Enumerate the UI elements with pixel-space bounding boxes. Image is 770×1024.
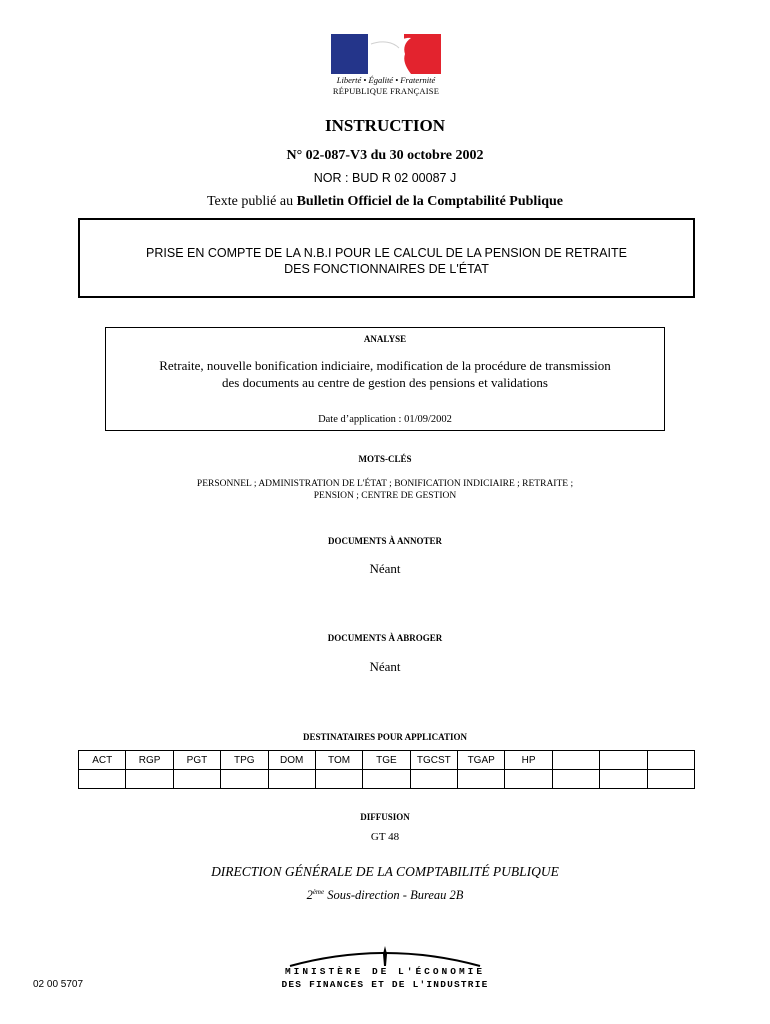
ministry-arc-icon [250, 946, 520, 968]
analysis-heading: ANALYSE [363, 334, 407, 344]
recipient-cell: TGAP [458, 751, 505, 770]
publication-bulletin: Bulletin Officiel de la Comptabilité Publique [296, 194, 563, 209]
publication-line [0, 194, 770, 210]
sub-direction-label: Sous-direction - Bureau 2B [324, 888, 464, 903]
recipient-cell: ACT [79, 751, 126, 770]
empty-cell [552, 770, 599, 789]
recipients-empty-row [79, 770, 695, 789]
empty-cell [600, 770, 647, 789]
recipients-heading: DESTINATAIRES POUR APPLICATION [302, 732, 468, 742]
diffusion-heading: DIFFUSION [360, 812, 410, 822]
sub-direction-ordinal: ème [312, 888, 325, 896]
recipient-cell: TOM [315, 751, 362, 770]
nor-reference: NOR : BUD R 02 00087 J [313, 171, 457, 185]
empty-cell [268, 770, 315, 789]
subject-box [78, 218, 695, 298]
keywords-line-2: PENSION ; CENTRE DE GESTION [313, 491, 457, 501]
repeal-heading: DOCUMENTS À ABROGER [327, 633, 443, 643]
sub-direction-number: 2 [306, 888, 313, 903]
empty-cell [647, 770, 695, 789]
analysis-box [105, 327, 665, 431]
ministry-line-2: DES FINANCES ET DE L'INDUSTRIE [281, 979, 489, 990]
empty-cell [79, 770, 126, 789]
sub-direction [0, 888, 770, 903]
publication-prefix: Texte publié au [206, 194, 297, 209]
recipients-table [78, 750, 695, 789]
annotate-value: Néant [369, 561, 401, 576]
recipient-cell: DOM [268, 751, 315, 770]
subject-line-2: DES FONCTIONNAIRES DE L'ÉTAT [284, 262, 489, 276]
application-date: Date d’application : 01/09/2002 [318, 414, 452, 425]
ministry-logo [250, 946, 520, 990]
direction-name: DIRECTION GÉNÉRALE DE LA COMPTABILITÉ PUBLIQUE [211, 864, 559, 879]
empty-cell [458, 770, 505, 789]
recipient-cell [647, 751, 695, 770]
annotate-heading: DOCUMENTS À ANNOTER [327, 536, 442, 546]
analysis-line-2: des documents au centre de gestion des pensions et validations [221, 375, 548, 390]
recipient-cell [600, 751, 647, 770]
recipient-cell: PGT [173, 751, 220, 770]
republic-logo [331, 34, 441, 96]
recipient-cell: HP [505, 751, 552, 770]
republic-motto: Liberté • Égalité • Fraternité [336, 75, 436, 85]
repeal-value: Néant [369, 659, 401, 674]
recipient-cell [552, 751, 599, 770]
empty-cell [315, 770, 362, 789]
document-reference: 02 00 5707 [33, 979, 84, 990]
keywords-list [0, 478, 770, 502]
keywords-line-1: PERSONNEL ; ADMINISTRATION DE L'ÉTAT ; BONIFICATION INDICIAIRE ; RETRAITE ; [196, 479, 574, 489]
ministry-line-1: MINISTÈRE DE L'ÉCONOMIE [284, 966, 486, 977]
republic-name: RÉPUBLIQUE FRANÇAISE [332, 86, 440, 96]
empty-cell [221, 770, 268, 789]
page-title: INSTRUCTION [325, 116, 445, 135]
empty-cell [173, 770, 220, 789]
empty-cell [410, 770, 457, 789]
marianne-flag-icon [331, 34, 441, 74]
instruction-number: N° 02-087-V3 du 30 octobre 2002 [286, 148, 484, 163]
recipient-cell: TPG [221, 751, 268, 770]
diffusion-value: GT 48 [370, 831, 400, 843]
analysis-line-1: Retraite, nouvelle bonification indiciaire, modification de la procédure de transmission [159, 358, 611, 373]
empty-cell [126, 770, 173, 789]
recipients-header-row [79, 751, 695, 770]
keywords-heading: MOTS-CLÉS [358, 454, 412, 464]
recipient-cell: TGCST [410, 751, 457, 770]
empty-cell [505, 770, 552, 789]
empty-cell [363, 770, 410, 789]
recipient-cell: RGP [126, 751, 173, 770]
recipient-cell: TGE [363, 751, 410, 770]
subject-line-1: PRISE EN COMPTE DE LA N.B.I POUR LE CALCUL DE LA PENSION DE RETRAITE [146, 246, 627, 260]
